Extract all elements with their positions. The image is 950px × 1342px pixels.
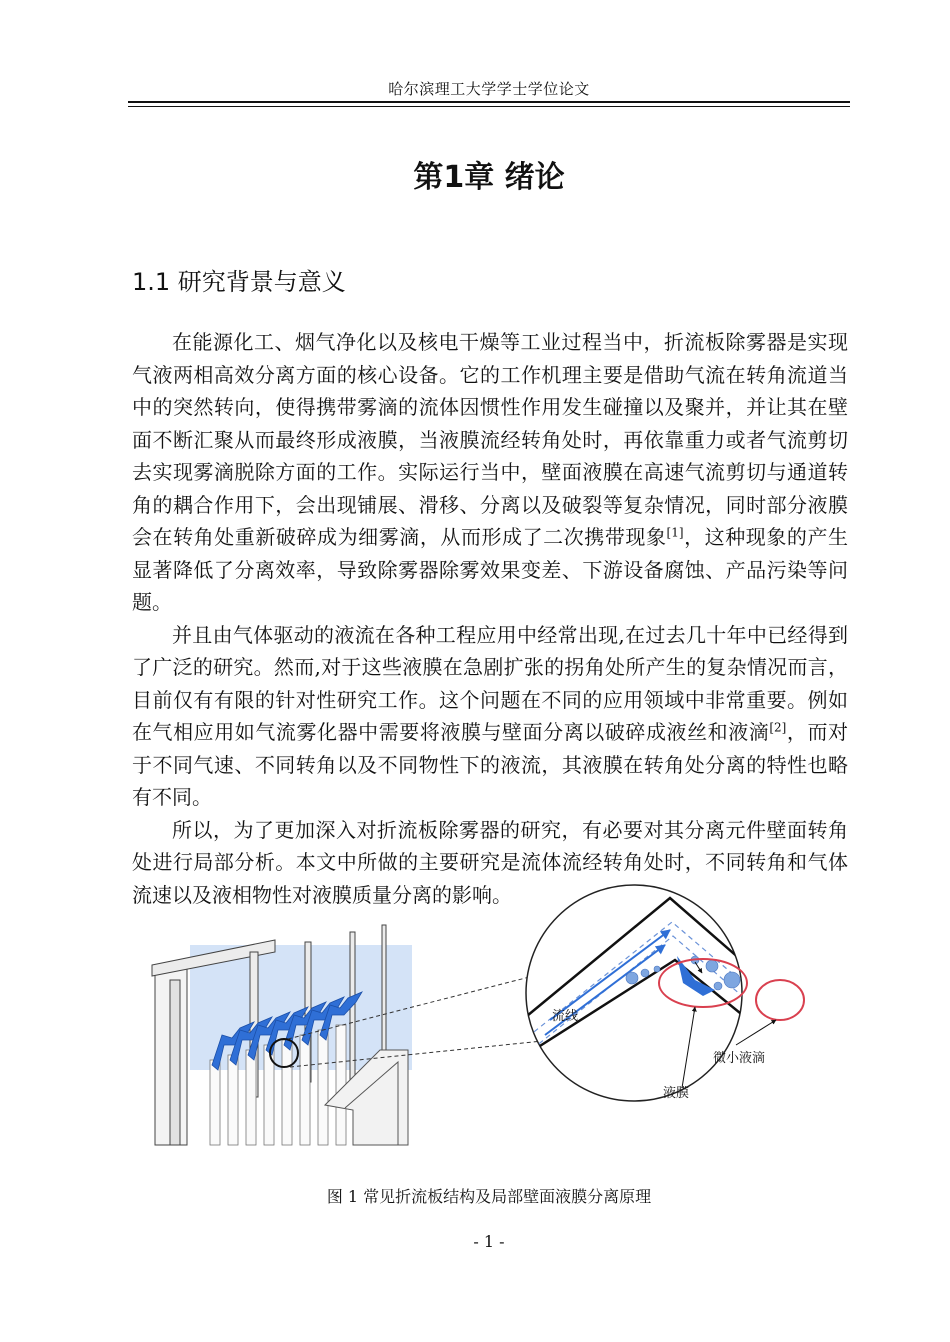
magnified-corner-view [510,885,810,1101]
figure-caption: 图 1 常见折流板结构及局部壁面液膜分离原理 [326,1187,652,1206]
section-title: 1.1 研究背景与意义 [132,268,346,296]
page-number: - 1 - [473,1232,505,1251]
paragraph-2-text-b: ，而对于不同气速、不同转角以及不同物性下的液流，其液膜在转角处分离的特性也略有不同。 [132,720,849,809]
label-liquid-film: 液膜 [663,1086,690,1101]
header-rule-thin [128,106,850,107]
chapter-title: 第1章 绪论 [413,160,565,195]
paragraph-1 [132,326,848,619]
body-text [132,326,848,911]
running-header: 哈尔滨理工大学学士学位论文 [388,80,590,98]
label-droplets: 微小液滴 [713,1051,766,1066]
label-streamline: 流线 [552,1009,579,1024]
paragraph-2-text-a: 并且由气体驱动的液流在各种工程应用中经常出现,在过去几十年中已经得到了广泛的研究。然而,对于这些液膜在急剧扩张的拐角处所产生的复杂情况而言，目前仅有有限的针对性研究工作。这个问题在不同的应用领域中非常重要。例如在气相应用如气流雾化器中需要将液膜与壁面分离以破碎成液丝和液滴 [132,622,848,744]
paragraph-1-text-a: 在能源化工、烟气净化以及核电干燥等工业过程当中，折流板除雾器是实现气液两相高效分离方面的核心设备。它的工作机理主要是借助气流在转角流道当中的突然转向，使得携带雾滴的流体因惯性作用发生碰撞以及聚并，并让其在壁面不断汇聚从而最终形成液膜，当液膜流经转角处时，再依靠重力或者气流剪切去实现雾滴脱除方面的工作。实际运行当中，壁面液膜在高速气流剪切与通道转角的耦合作用下，会出现铺展、滑移、分离以及破裂等复杂情况，同时部分液膜会在转角处重新破碎成为细雾滴，从而形成了二次携带现象 [132,330,848,549]
baffle-assembly-illustration [152,925,412,1145]
citation-2[interactable]: [2] [769,720,787,735]
paragraph-2 [132,619,848,814]
header-rule-thick [128,101,850,103]
figure-1 [150,870,810,1170]
citation-1[interactable]: [1] [666,525,684,540]
paragraph-3: 所以，为了更加深入对折流板除雾器的研究，有必要对其分离元件壁面转角处进行局部分析。本文中所做的主要研究是流体流经转角处时，不同转角和气体流速以及液相物性对液膜质量分离的影响。 [132,817,848,907]
paragraph-1-text-b: ，这种现象的产生显著降低了分离效率，导致除雾器除雾效果变差、下游设备腐蚀、产品污染等问题。 [132,525,849,614]
